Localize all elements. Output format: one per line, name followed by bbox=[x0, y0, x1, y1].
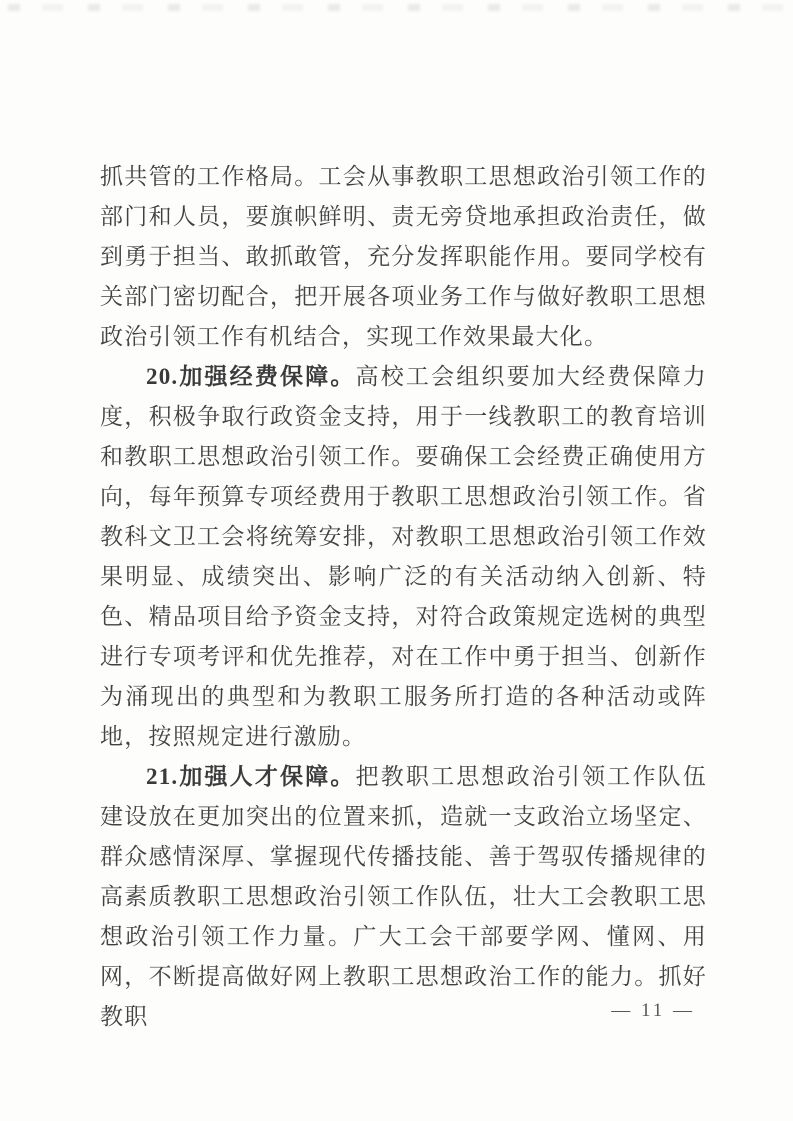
paragraph-continuation bbox=[100, 157, 707, 357]
paragraph-lead: 21.加强人才保障。 bbox=[146, 764, 356, 789]
paragraph-text: 高校工会组织要加大经费保障力度，积极争取行政资金支持，用于一线教职工的教育培训和教职工思想政治引领工作。要确保工会经费正确使用方向，每年预算专项经费用于教职工思想政治引领工作。省教科文卫工会将统筹安排，对教职工思想政治引领工作效果明显、成绩突出、影响广泛的有关活动纳入创新、特色、精品项目给予资金支持，对符合政策规定选树的典型进行专项考评和优先推荐，对在工作中勇于担当、创新作为涌现出的典型和为教职工服务所打造的各种活动或阵地，按照规定进行激励。 bbox=[100, 364, 707, 749]
paragraph-item-21 bbox=[100, 757, 707, 1037]
paragraph-text: 抓共管的工作格局。工会从事教职工思想政治引领工作的部门和人员，要旗帜鲜明、责无旁贷地承担政治责任，做到勇于担当、敢抓敢管，充分发挥职能作用。要同学校有关部门密切配合，把开展各项业务工作与做好教职工思想政治引领工作有机结合，实现工作效果最大化。 bbox=[100, 164, 707, 349]
document-body bbox=[100, 157, 707, 1037]
scan-artifact-top bbox=[8, 4, 785, 11]
page-number: — 11 — bbox=[611, 1000, 695, 1021]
paragraph-text: 把教职工思想政治引领工作队伍建设放在更加突出的位置来抓，造就一支政治立场坚定、群众感情深厚、掌握现代传播技能、善于驾驭传播规律的高素质教职工思想政治引领工作队伍，壮大工会教职工思想政治引领工作力量。广大工会干部要学网、懂网、用网，不断提高做好网上教职工思想政治工作的能力。抓好教职 bbox=[100, 764, 707, 1029]
paragraph-lead: 20.加强经费保障。 bbox=[146, 364, 356, 389]
paragraph-item-20 bbox=[100, 357, 707, 757]
